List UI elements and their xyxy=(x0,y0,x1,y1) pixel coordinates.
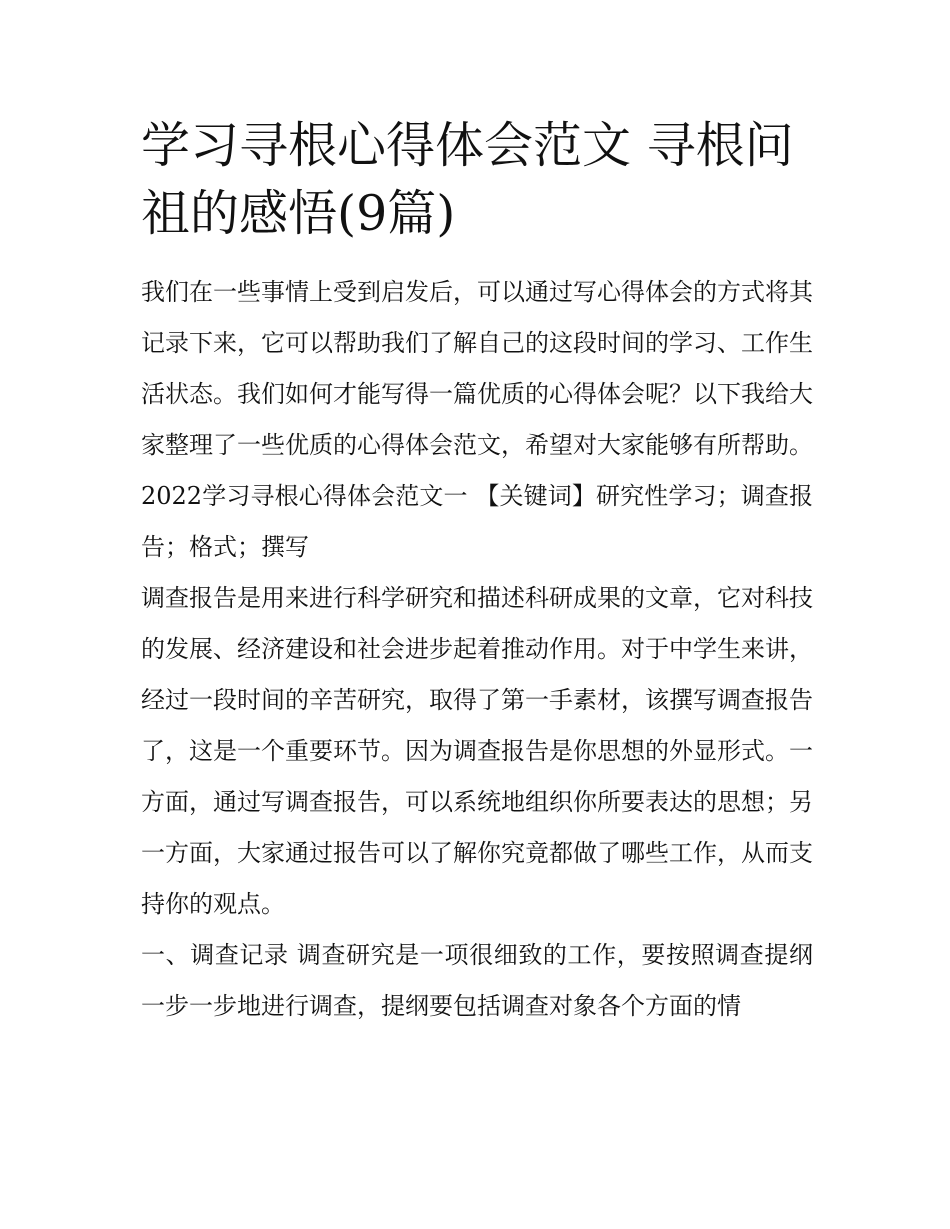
paragraph-report-definition: 调查报告是用来进行科学研究和描述科研成果的文章，它对科技的发展、经济建设和社会进步起着推动作用。对于中学生来讲，经过一段时间的辛苦研究，取得了第一手素材，该撰写调查报告了，这是一个重要环节。因为调查报告是你思想的外显形式。一方面，通过写调查报告，可以系统地组织你所要表达的思想；另一方面，大家通过报告可以了解你究竟都做了哪些工作，从而支持你的观点。 xyxy=(141,584,813,918)
paragraph-survey-record: 一、调查记录 调查研究是一项很细致的工作，要按照调查提纲一步一步地进行调查，提纲要包括调查对象各个方面的情 xyxy=(141,941,813,1020)
paragraph-intro: 我们在一些事情上受到启发后，可以通过写心得体会的方式将其记录下来，它可以帮助我们了解自己的这段时间的学习、工作生活状态。我们如何才能写得一篇优质的心得体会呢？以下我给大家整理了一些优质的心得体会范文，希望对大家能够有所帮助。 xyxy=(141,278,813,459)
document-body xyxy=(141,112,813,1032)
paragraph-keywords: 2022学习寻根心得体会范文一 【关键词】研究性学习；调查报告；格式；撰写 xyxy=(141,482,813,561)
document-title: 学习寻根心得体会范文 寻根问祖的感悟(9篇) xyxy=(141,117,794,242)
